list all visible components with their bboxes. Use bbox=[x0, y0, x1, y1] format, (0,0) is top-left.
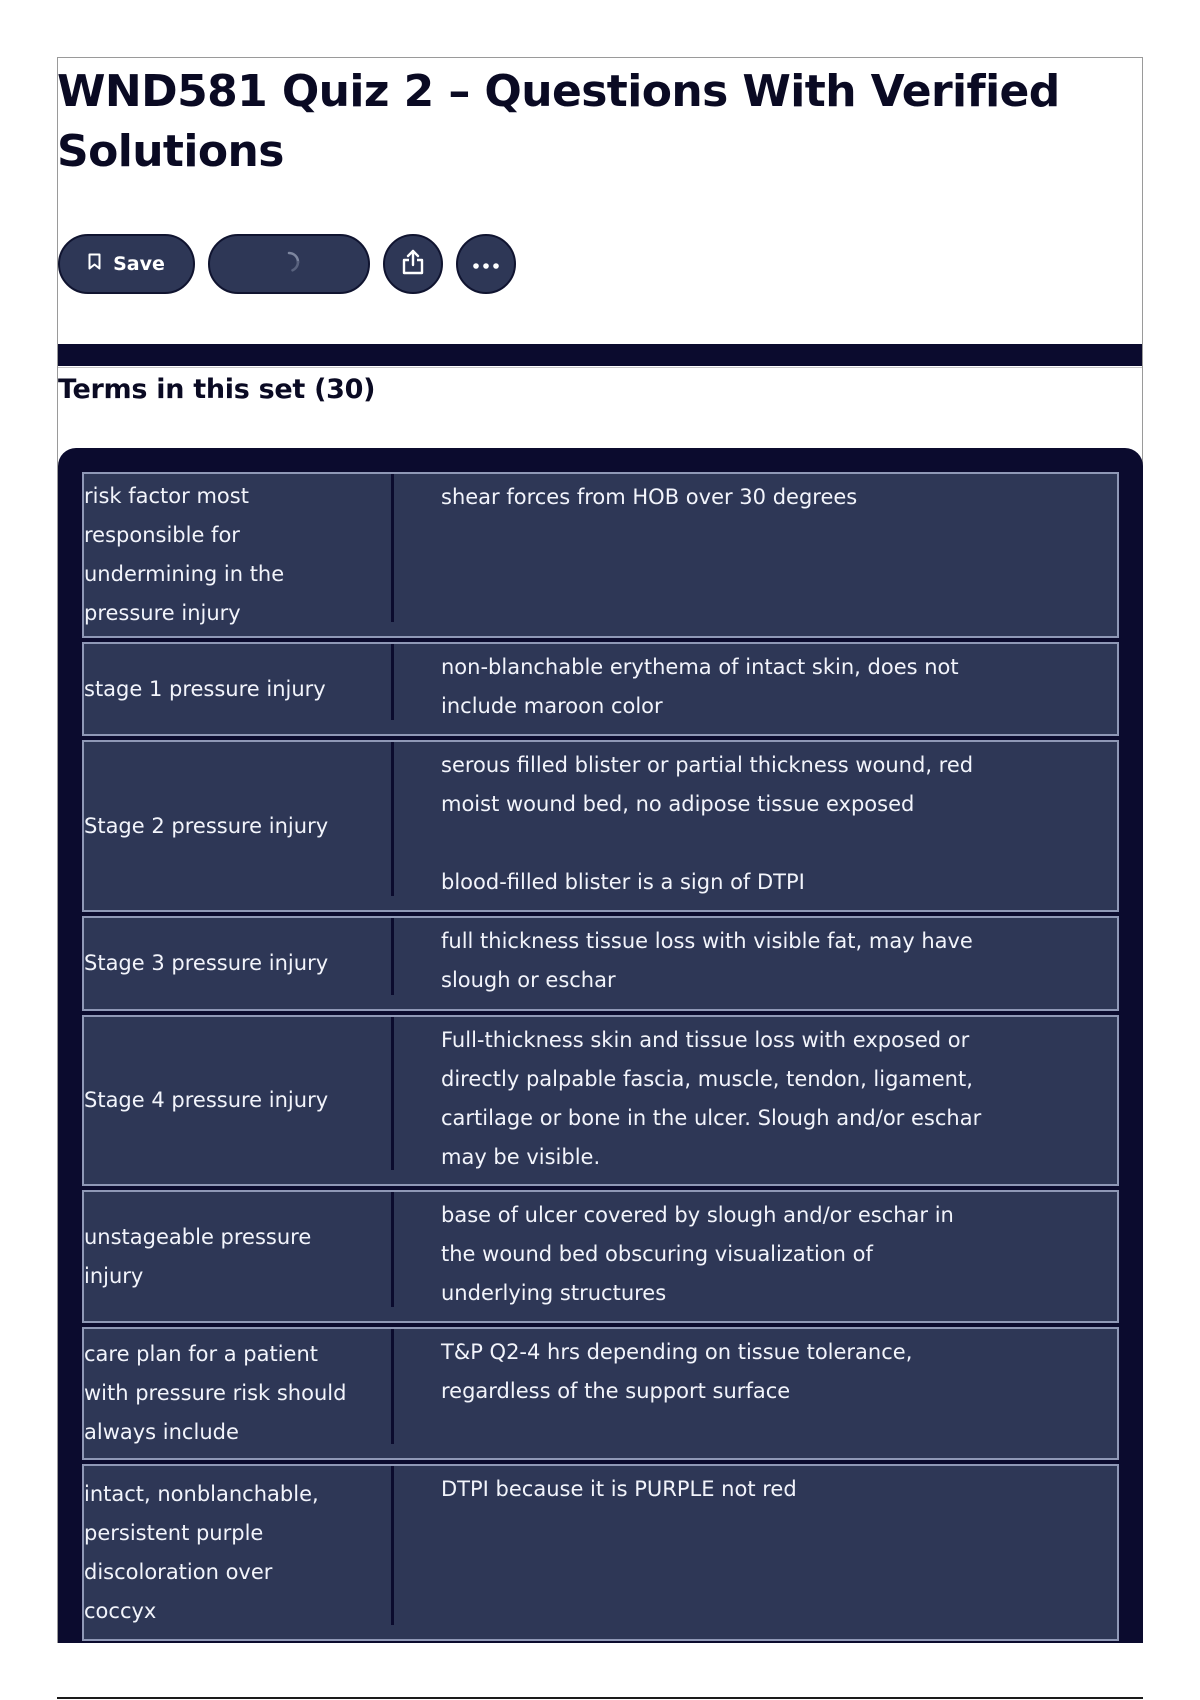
term-word: Stage 2 pressure injury bbox=[84, 813, 329, 838]
term-divider bbox=[391, 742, 394, 896]
term-card[interactable] bbox=[82, 1015, 1119, 1186]
term-definition: non-blanchable erythema of intact skin, does not include maroon color bbox=[441, 655, 959, 718]
term-divider bbox=[391, 1466, 394, 1625]
term-card[interactable] bbox=[82, 1190, 1119, 1323]
term-word: care plan for a patient with pressure risk should always include bbox=[84, 1342, 347, 1444]
term-card[interactable] bbox=[82, 916, 1119, 1011]
term-definition: full thickness tissue loss with visible fat, may have slough or eschar bbox=[441, 929, 973, 992]
term-card[interactable] bbox=[82, 1327, 1119, 1460]
term-divider bbox=[391, 474, 394, 622]
term-word: unstageable pressure injury bbox=[84, 1224, 312, 1288]
term-definition: DTPI because it is PURPLE not red bbox=[441, 1477, 797, 1501]
section-divider-bar bbox=[58, 344, 1142, 366]
term-definition: Full-thickness skin and tissue loss with exposed or directly palpable fascia, muscle, tendon, ligament, cartilage or bone in the ulcer. Slough and/or eschar may be visible. bbox=[441, 1028, 982, 1169]
share-button[interactable] bbox=[383, 234, 443, 294]
term-definition: shear forces from HOB over 30 degrees bbox=[441, 485, 858, 509]
footer-divider bbox=[57, 1697, 1143, 1699]
term-card[interactable] bbox=[82, 740, 1119, 912]
term-word: intact, nonblanchable, persistent purple discoloration over coccyx bbox=[84, 1481, 319, 1623]
term-divider bbox=[391, 644, 394, 720]
bookmark-icon bbox=[88, 253, 101, 275]
term-card[interactable] bbox=[82, 472, 1119, 638]
term-word: stage 1 pressure injury bbox=[84, 676, 326, 701]
section-divider-line bbox=[58, 367, 1142, 368]
action-bar bbox=[58, 234, 516, 294]
term-list bbox=[82, 472, 1119, 1641]
more-options-button[interactable] bbox=[456, 234, 516, 294]
term-definition: base of ulcer covered by slough and/or eschar in the wound bed obscuring visualization of underlying structures bbox=[441, 1203, 954, 1305]
term-card[interactable] bbox=[82, 642, 1119, 736]
term-divider bbox=[391, 1329, 394, 1444]
term-card[interactable] bbox=[82, 1464, 1119, 1641]
loading-button[interactable] bbox=[208, 234, 370, 294]
more-horizontal-icon bbox=[472, 253, 500, 275]
terms-heading: Terms in this set (30) bbox=[58, 374, 376, 405]
save-button-label: Save bbox=[113, 253, 165, 275]
term-divider bbox=[391, 1017, 394, 1170]
share-icon bbox=[400, 248, 426, 281]
term-word: Stage 4 pressure injury bbox=[84, 1088, 329, 1112]
term-word: Stage 3 pressure injury bbox=[84, 951, 329, 975]
page-title: WND581 Quiz 2 – Questions With Verified Solutions bbox=[57, 66, 1060, 177]
save-button[interactable] bbox=[58, 234, 195, 294]
term-definition: T&P Q2-4 hrs depending on tissue tolerance, regardless of the support surface bbox=[441, 1340, 913, 1403]
term-divider bbox=[391, 918, 394, 995]
term-definition: serous filled blister or partial thickness wound, red moist wound bed, no adipose tissue exposed blood-filled blister is a sign of DTPI bbox=[441, 753, 974, 894]
loading-spinner-icon bbox=[277, 250, 301, 279]
term-word: risk factor most responsible for undermining in the pressure injury bbox=[84, 484, 285, 625]
term-divider bbox=[391, 1192, 394, 1307]
